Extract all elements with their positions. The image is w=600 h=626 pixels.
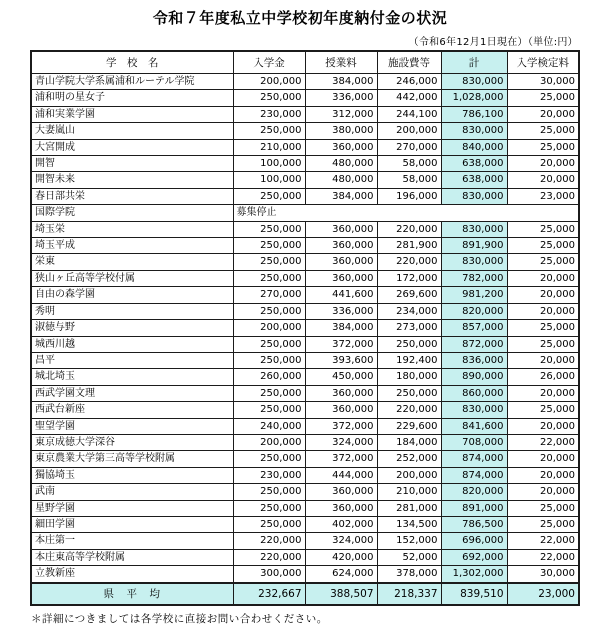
- fee-value-cell: 20,000: [507, 287, 579, 303]
- fee-value-cell: 708,000: [441, 434, 507, 450]
- fee-value-cell: 250,000: [233, 336, 305, 352]
- fee-value-cell: 402,000: [305, 516, 377, 532]
- school-name-cell: 狭山ヶ丘高等学校付属: [31, 270, 233, 286]
- fee-value-cell: 360,000: [305, 238, 377, 254]
- fee-value-cell: 23,000: [507, 188, 579, 204]
- page: [0, 7, 600, 625]
- fee-value-cell: 230,000: [233, 467, 305, 483]
- fee-value-cell: 360,000: [305, 402, 377, 418]
- fee-value-cell: 450,000: [305, 369, 377, 385]
- fee-value-cell: 220,000: [377, 402, 441, 418]
- fee-value-cell: 281,900: [377, 238, 441, 254]
- fee-value-cell: 100,000: [233, 172, 305, 188]
- school-name-cell: 星野学園: [31, 500, 233, 516]
- column-header-2: 授業料: [305, 51, 377, 74]
- school-name-cell: 埼玉平成: [31, 238, 233, 254]
- table-row: [31, 467, 579, 483]
- table-header: [31, 51, 579, 74]
- fee-value-cell: 250,000: [233, 500, 305, 516]
- fee-value-cell: 26,000: [507, 369, 579, 385]
- header-row: [31, 51, 579, 74]
- school-name-cell: 春日部共栄: [31, 188, 233, 204]
- table-row: [31, 156, 579, 172]
- column-header-1: 入学金: [233, 51, 305, 74]
- school-name-cell: 浦和実業学園: [31, 106, 233, 122]
- prefecture-average-value: 23,000: [507, 583, 579, 605]
- fee-value-cell: 250,000: [233, 385, 305, 401]
- recruitment-stopped-note: 募集停止: [233, 205, 579, 221]
- fee-value-cell: 200,000: [233, 434, 305, 450]
- fee-value-cell: 480,000: [305, 172, 377, 188]
- fee-value-cell: 250,000: [233, 516, 305, 532]
- fee-value-cell: 20,000: [507, 385, 579, 401]
- fee-value-cell: 1,028,000: [441, 90, 507, 106]
- fee-value-cell: 336,000: [305, 90, 377, 106]
- fee-value-cell: 1,302,000: [441, 566, 507, 583]
- table-row: [31, 533, 579, 549]
- fee-value-cell: 20,000: [507, 303, 579, 319]
- table-row: [31, 106, 579, 122]
- fee-value-cell: 240,000: [233, 418, 305, 434]
- table-row: [31, 74, 579, 90]
- table-body: [31, 74, 579, 605]
- fee-value-cell: 250,000: [233, 484, 305, 500]
- page-title: 令和７年度私立中学校初年度納付金の状況: [152, 9, 448, 27]
- fee-value-cell: 172,000: [377, 270, 441, 286]
- school-name-cell: 城北埼玉: [31, 369, 233, 385]
- school-name-cell: 獨協埼玉: [31, 467, 233, 483]
- fee-value-cell: 840,000: [441, 139, 507, 155]
- fee-value-cell: 250,000: [233, 303, 305, 319]
- fee-value-cell: 25,000: [507, 254, 579, 270]
- fee-value-cell: 20,000: [507, 418, 579, 434]
- fee-value-cell: 269,600: [377, 287, 441, 303]
- table-row: [31, 566, 579, 583]
- fee-value-cell: 372,000: [305, 336, 377, 352]
- table-row: [31, 270, 579, 286]
- fee-value-cell: 442,000: [377, 90, 441, 106]
- fee-value-cell: 252,000: [377, 451, 441, 467]
- table-row: [31, 434, 579, 450]
- fee-value-cell: 20,000: [507, 484, 579, 500]
- fee-value-cell: 250,000: [233, 238, 305, 254]
- school-name-cell: 自由の森学園: [31, 287, 233, 303]
- school-name-cell: 栄東: [31, 254, 233, 270]
- tuition-fees-table: [30, 50, 580, 606]
- table-row: [31, 500, 579, 516]
- school-name-cell: 西武台新座: [31, 402, 233, 418]
- fee-value-cell: 384,000: [305, 74, 377, 90]
- fee-value-cell: 360,000: [305, 270, 377, 286]
- school-name-cell: 淑徳与野: [31, 320, 233, 336]
- fee-value-cell: 25,000: [507, 336, 579, 352]
- footnote: ＊詳細につきましては各学校に直接お問い合わせください。: [31, 612, 328, 625]
- school-name-cell: 昌平: [31, 352, 233, 368]
- column-header-4: 計: [441, 51, 507, 74]
- school-name-cell: 本庄東高等学校附属: [31, 549, 233, 565]
- fee-value-cell: 58,000: [377, 172, 441, 188]
- fee-value-cell: 273,000: [377, 320, 441, 336]
- fee-value-cell: 872,000: [441, 336, 507, 352]
- school-name-cell: 大妻嵐山: [31, 123, 233, 139]
- fee-value-cell: 692,000: [441, 549, 507, 565]
- fee-value-cell: 200,000: [377, 467, 441, 483]
- column-header-3: 施設費等: [377, 51, 441, 74]
- fee-value-cell: 25,000: [507, 139, 579, 155]
- fee-value-cell: 220,000: [233, 549, 305, 565]
- fee-value-cell: 250,000: [233, 451, 305, 467]
- fee-value-cell: 786,100: [441, 106, 507, 122]
- fee-value-cell: 100,000: [233, 156, 305, 172]
- prefecture-average-value: 839,510: [441, 583, 507, 605]
- table-row: [31, 320, 579, 336]
- fee-value-cell: 20,000: [507, 467, 579, 483]
- fee-value-cell: 360,000: [305, 139, 377, 155]
- column-header-0: 学 校 名: [31, 51, 233, 74]
- prefecture-average-row: [31, 583, 579, 605]
- fee-value-cell: 250,000: [233, 90, 305, 106]
- table-row: [31, 451, 579, 467]
- fee-value-cell: 229,600: [377, 418, 441, 434]
- school-name-cell: 城西川越: [31, 336, 233, 352]
- fee-value-cell: 20,000: [507, 451, 579, 467]
- fee-value-cell: 830,000: [441, 188, 507, 204]
- column-header-5: 入学検定料: [507, 51, 579, 74]
- fee-value-cell: 270,000: [233, 287, 305, 303]
- fee-value-cell: 220,000: [377, 221, 441, 237]
- fee-value-cell: 378,000: [377, 566, 441, 583]
- school-name-cell: 浦和明の星女子: [31, 90, 233, 106]
- fee-value-cell: 830,000: [441, 402, 507, 418]
- fee-value-cell: 480,000: [305, 156, 377, 172]
- school-name-cell: 埼玉栄: [31, 221, 233, 237]
- fee-value-cell: 624,000: [305, 566, 377, 583]
- school-name-cell: 聖望学園: [31, 418, 233, 434]
- school-name-cell: 東京農業大学第三高等学校附属: [31, 451, 233, 467]
- fee-value-cell: 820,000: [441, 303, 507, 319]
- table-row: [31, 254, 579, 270]
- fee-value-cell: 244,100: [377, 106, 441, 122]
- fee-value-cell: 981,200: [441, 287, 507, 303]
- prefecture-average-label: 県 平 均: [31, 583, 233, 605]
- fee-value-cell: 841,600: [441, 418, 507, 434]
- fee-value-cell: 250,000: [233, 123, 305, 139]
- school-name-cell: 秀明: [31, 303, 233, 319]
- table-row: [31, 516, 579, 532]
- fee-value-cell: 441,600: [305, 287, 377, 303]
- fee-value-cell: 281,000: [377, 500, 441, 516]
- fee-value-cell: 250,000: [233, 402, 305, 418]
- fee-value-cell: 20,000: [507, 156, 579, 172]
- school-name-cell: 国際学院: [31, 205, 233, 221]
- fee-value-cell: 891,000: [441, 500, 507, 516]
- fee-value-cell: 210,000: [377, 484, 441, 500]
- fee-value-cell: 300,000: [233, 566, 305, 583]
- table-row: [31, 369, 579, 385]
- fee-value-cell: 52,000: [377, 549, 441, 565]
- fee-value-cell: 25,000: [507, 500, 579, 516]
- fee-value-cell: 200,000: [233, 74, 305, 90]
- fee-value-cell: 250,000: [377, 336, 441, 352]
- fee-value-cell: 786,500: [441, 516, 507, 532]
- fee-value-cell: 220,000: [377, 254, 441, 270]
- fee-value-cell: 874,000: [441, 467, 507, 483]
- school-name-cell: 開智: [31, 156, 233, 172]
- fee-value-cell: 220,000: [233, 533, 305, 549]
- fee-value-cell: 830,000: [441, 123, 507, 139]
- fee-value-cell: 820,000: [441, 484, 507, 500]
- fee-value-cell: 372,000: [305, 451, 377, 467]
- table-row: [31, 287, 579, 303]
- fee-value-cell: 25,000: [507, 238, 579, 254]
- fee-value-cell: 336,000: [305, 303, 377, 319]
- fee-value-cell: 696,000: [441, 533, 507, 549]
- fee-value-cell: 30,000: [507, 566, 579, 583]
- fee-value-cell: 360,000: [305, 221, 377, 237]
- fee-value-cell: 270,000: [377, 139, 441, 155]
- fee-value-cell: 58,000: [377, 156, 441, 172]
- fee-value-cell: 25,000: [507, 221, 579, 237]
- fee-value-cell: 360,000: [305, 500, 377, 516]
- table-row: [31, 418, 579, 434]
- fee-value-cell: 250,000: [377, 385, 441, 401]
- table-row: [31, 484, 579, 500]
- school-name-cell: 立教新座: [31, 566, 233, 583]
- fee-value-cell: 200,000: [233, 320, 305, 336]
- fee-value-cell: 25,000: [507, 123, 579, 139]
- fee-value-cell: 372,000: [305, 418, 377, 434]
- fee-value-cell: 230,000: [233, 106, 305, 122]
- fee-value-cell: 192,400: [377, 352, 441, 368]
- fee-value-cell: 250,000: [233, 270, 305, 286]
- fee-value-cell: 830,000: [441, 254, 507, 270]
- fee-value-cell: 250,000: [233, 188, 305, 204]
- fee-value-cell: 246,000: [377, 74, 441, 90]
- school-name-cell: 大宮開成: [31, 139, 233, 155]
- fee-value-cell: 180,000: [377, 369, 441, 385]
- fee-value-cell: 860,000: [441, 385, 507, 401]
- school-name-cell: 本庄第一: [31, 533, 233, 549]
- fee-value-cell: 20,000: [507, 106, 579, 122]
- fee-value-cell: 20,000: [507, 172, 579, 188]
- fee-value-cell: 25,000: [507, 516, 579, 532]
- table-row: [31, 123, 579, 139]
- fee-value-cell: 857,000: [441, 320, 507, 336]
- fee-value-cell: 250,000: [233, 221, 305, 237]
- fee-value-cell: 134,500: [377, 516, 441, 532]
- fee-value-cell: 360,000: [305, 385, 377, 401]
- fee-value-cell: 25,000: [507, 320, 579, 336]
- prefecture-average-value: 232,667: [233, 583, 305, 605]
- school-name-cell: 東京成徳大学深谷: [31, 434, 233, 450]
- table-row: [31, 402, 579, 418]
- fee-value-cell: 22,000: [507, 549, 579, 565]
- fee-value-cell: 25,000: [507, 90, 579, 106]
- prefecture-average-value: 388,507: [305, 583, 377, 605]
- table-row: [31, 303, 579, 319]
- school-name-cell: 武南: [31, 484, 233, 500]
- school-name-cell: 西武学園文理: [31, 385, 233, 401]
- prefecture-average-value: 218,337: [377, 583, 441, 605]
- fee-value-cell: 312,000: [305, 106, 377, 122]
- fee-value-cell: 250,000: [233, 254, 305, 270]
- fee-value-cell: 890,000: [441, 369, 507, 385]
- fee-value-cell: 830,000: [441, 221, 507, 237]
- table-row: [31, 172, 579, 188]
- fee-value-cell: 420,000: [305, 549, 377, 565]
- fee-value-cell: 380,000: [305, 123, 377, 139]
- fee-value-cell: 638,000: [441, 156, 507, 172]
- fee-value-cell: 200,000: [377, 123, 441, 139]
- fee-value-cell: 324,000: [305, 533, 377, 549]
- fee-value-cell: 30,000: [507, 74, 579, 90]
- fee-value-cell: 250,000: [233, 352, 305, 368]
- table-row: [31, 238, 579, 254]
- table-row: [31, 90, 579, 106]
- fee-value-cell: 874,000: [441, 451, 507, 467]
- table-row: [31, 221, 579, 237]
- school-name-cell: 開智未来: [31, 172, 233, 188]
- fee-value-cell: 260,000: [233, 369, 305, 385]
- table-row: [31, 139, 579, 155]
- table-row: [31, 188, 579, 204]
- fee-value-cell: 830,000: [441, 74, 507, 90]
- fee-value-cell: 836,000: [441, 352, 507, 368]
- table-row: [31, 549, 579, 565]
- fee-value-cell: 384,000: [305, 188, 377, 204]
- fee-value-cell: 234,000: [377, 303, 441, 319]
- fee-value-cell: 210,000: [233, 139, 305, 155]
- fee-value-cell: 22,000: [507, 434, 579, 450]
- fee-value-cell: 384,000: [305, 320, 377, 336]
- fee-value-cell: 891,900: [441, 238, 507, 254]
- fee-value-cell: 20,000: [507, 352, 579, 368]
- fee-value-cell: 25,000: [507, 402, 579, 418]
- fee-value-cell: 196,000: [377, 188, 441, 204]
- school-name-cell: 青山学院大学系属浦和ルーテル学院: [31, 74, 233, 90]
- fee-value-cell: 638,000: [441, 172, 507, 188]
- table-row: [31, 205, 579, 221]
- fee-value-cell: 444,000: [305, 467, 377, 483]
- fee-value-cell: 22,000: [507, 533, 579, 549]
- fee-value-cell: 152,000: [377, 533, 441, 549]
- fee-value-cell: 324,000: [305, 434, 377, 450]
- subtitle: （令和6年12月1日現在）（単位:円）: [408, 37, 578, 48]
- fee-value-cell: 20,000: [507, 270, 579, 286]
- table-row: [31, 336, 579, 352]
- school-name-cell: 細田学園: [31, 516, 233, 532]
- fee-value-cell: 360,000: [305, 484, 377, 500]
- table-row: [31, 352, 579, 368]
- fee-value-cell: 782,000: [441, 270, 507, 286]
- fee-value-cell: 360,000: [305, 254, 377, 270]
- fee-value-cell: 184,000: [377, 434, 441, 450]
- fee-value-cell: 393,600: [305, 352, 377, 368]
- table-row: [31, 385, 579, 401]
